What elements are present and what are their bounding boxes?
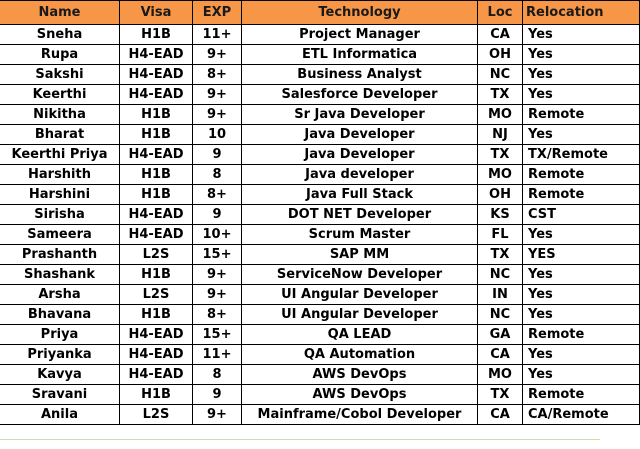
name-cell: Sakshi (0, 65, 120, 85)
name-cell: Shashank (0, 265, 120, 285)
exp-cell: 8 (193, 365, 242, 385)
loc-cell: OH (478, 185, 523, 205)
table-row (0, 145, 640, 165)
loc-cell: GA (478, 325, 523, 345)
technology-cell: AWS DevOps (242, 385, 478, 405)
table-row (0, 105, 640, 125)
technology-cell: Business Analyst (242, 65, 478, 85)
relocation-cell: CA/Remote (523, 405, 640, 425)
relocation-cell: Yes (523, 265, 640, 285)
visa-cell: H4-EAD (120, 85, 193, 105)
relocation-cell: YES (523, 245, 640, 265)
table-row (0, 285, 640, 305)
loc-cell: TX (478, 145, 523, 165)
col-header-exp: EXP (193, 1, 242, 25)
exp-cell: 11+ (193, 345, 242, 365)
table-row (0, 25, 640, 45)
table-row (0, 305, 640, 325)
visa-cell: L2S (120, 285, 193, 305)
table-row (0, 185, 640, 205)
visa-cell: H4-EAD (120, 65, 193, 85)
name-cell: Prashanth (0, 245, 120, 265)
technology-cell: Project Manager (242, 25, 478, 45)
table-row (0, 405, 640, 425)
loc-cell: CA (478, 405, 523, 425)
name-cell: Arsha (0, 285, 120, 305)
name-cell: Harshith (0, 165, 120, 185)
technology-cell: ETL Informatica (242, 45, 478, 65)
name-cell: Rupa (0, 45, 120, 65)
visa-cell: H4-EAD (120, 325, 193, 345)
technology-cell: Java developer (242, 165, 478, 185)
exp-cell: 9+ (193, 285, 242, 305)
loc-cell: CA (478, 345, 523, 365)
exp-cell: 8+ (193, 65, 242, 85)
visa-cell: H4-EAD (120, 225, 193, 245)
name-cell: Priyanka (0, 345, 120, 365)
technology-cell: Java Developer (242, 125, 478, 145)
technology-cell: DOT NET Developer (242, 205, 478, 225)
exp-cell: 15+ (193, 325, 242, 345)
visa-cell: H1B (120, 185, 193, 205)
technology-cell: Mainframe/Cobol Developer (242, 405, 478, 425)
exp-cell: 9+ (193, 405, 242, 425)
exp-cell: 9+ (193, 105, 242, 125)
loc-cell: MO (478, 105, 523, 125)
header-row (0, 1, 640, 25)
name-cell: Priya (0, 325, 120, 345)
loc-cell: FL (478, 225, 523, 245)
table-row (0, 325, 640, 345)
loc-cell: TX (478, 245, 523, 265)
technology-cell: Salesforce Developer (242, 85, 478, 105)
table-row (0, 265, 640, 285)
relocation-cell: Remote (523, 165, 640, 185)
relocation-cell: CST (523, 205, 640, 225)
loc-cell: MO (478, 365, 523, 385)
name-cell: Sneha (0, 25, 120, 45)
relocation-cell: Yes (523, 365, 640, 385)
technology-cell: QA Automation (242, 345, 478, 365)
relocation-cell: Remote (523, 105, 640, 125)
table-row (0, 245, 640, 265)
name-cell: Anila (0, 405, 120, 425)
loc-cell: NC (478, 265, 523, 285)
visa-cell: H4-EAD (120, 145, 193, 165)
technology-cell: Java Full Stack (242, 185, 478, 205)
table-row (0, 365, 640, 385)
name-cell: Kavya (0, 365, 120, 385)
name-cell: Keerthi Priya (0, 145, 120, 165)
loc-cell: NC (478, 305, 523, 325)
exp-cell: 8+ (193, 185, 242, 205)
col-header-loc: Loc (478, 1, 523, 25)
loc-cell: NJ (478, 125, 523, 145)
table-row (0, 205, 640, 225)
name-cell: Nikitha (0, 105, 120, 125)
table-row (0, 65, 640, 85)
name-cell: Sameera (0, 225, 120, 245)
bottom-divider (0, 439, 600, 440)
visa-cell: H1B (120, 25, 193, 45)
loc-cell: TX (478, 85, 523, 105)
relocation-cell: Yes (523, 345, 640, 365)
relocation-cell: Yes (523, 305, 640, 325)
technology-cell: ServiceNow Developer (242, 265, 478, 285)
name-cell: Bhavana (0, 305, 120, 325)
visa-cell: H4-EAD (120, 365, 193, 385)
relocation-cell: Remote (523, 185, 640, 205)
name-cell: Harshini (0, 185, 120, 205)
loc-cell: TX (478, 385, 523, 405)
technology-cell: Sr Java Developer (242, 105, 478, 125)
exp-cell: 10+ (193, 225, 242, 245)
exp-cell: 9+ (193, 265, 242, 285)
visa-cell: H1B (120, 125, 193, 145)
visa-cell: H1B (120, 385, 193, 405)
table-row (0, 385, 640, 405)
loc-cell: KS (478, 205, 523, 225)
technology-cell: Java Developer (242, 145, 478, 165)
exp-cell: 10 (193, 125, 242, 145)
table-row (0, 85, 640, 105)
technology-cell: UI Angular Developer (242, 285, 478, 305)
name-cell: Bharat (0, 125, 120, 145)
exp-cell: 9 (193, 145, 242, 165)
col-header-name: Name (0, 1, 120, 25)
loc-cell: IN (478, 285, 523, 305)
exp-cell: 8 (193, 165, 242, 185)
technology-cell: SAP MM (242, 245, 478, 265)
technology-cell: AWS DevOps (242, 365, 478, 385)
visa-cell: H4-EAD (120, 45, 193, 65)
relocation-cell: Yes (523, 65, 640, 85)
exp-cell: 9 (193, 385, 242, 405)
relocation-cell: Yes (523, 45, 640, 65)
visa-cell: L2S (120, 405, 193, 425)
table-row (0, 165, 640, 185)
col-header-technology: Technology (242, 1, 478, 25)
exp-cell: 11+ (193, 25, 242, 45)
loc-cell: NC (478, 65, 523, 85)
exp-cell: 8+ (193, 305, 242, 325)
visa-cell: L2S (120, 245, 193, 265)
table-row (0, 45, 640, 65)
relocation-cell: Yes (523, 85, 640, 105)
technology-cell: Scrum Master (242, 225, 478, 245)
relocation-cell: Yes (523, 125, 640, 145)
exp-cell: 15+ (193, 245, 242, 265)
name-cell: Sirisha (0, 205, 120, 225)
visa-cell: H1B (120, 105, 193, 125)
table-body (0, 25, 640, 425)
relocation-cell: Yes (523, 285, 640, 305)
exp-cell: 9 (193, 205, 242, 225)
col-header-visa: Visa (120, 1, 193, 25)
loc-cell: OH (478, 45, 523, 65)
table-row (0, 345, 640, 365)
exp-cell: 9+ (193, 45, 242, 65)
table-row (0, 225, 640, 245)
visa-cell: H1B (120, 265, 193, 285)
col-header-relocation: Relocation (523, 1, 640, 25)
table-row (0, 125, 640, 145)
name-cell: Keerthi (0, 85, 120, 105)
visa-cell: H4-EAD (120, 345, 193, 365)
visa-cell: H1B (120, 165, 193, 185)
relocation-cell: Yes (523, 225, 640, 245)
exp-cell: 9+ (193, 85, 242, 105)
relocation-cell: TX/Remote (523, 145, 640, 165)
visa-cell: H1B (120, 305, 193, 325)
relocation-cell: Yes (523, 25, 640, 45)
loc-cell: MO (478, 165, 523, 185)
loc-cell: CA (478, 25, 523, 45)
visa-cell: H4-EAD (120, 205, 193, 225)
name-cell: Sravani (0, 385, 120, 405)
relocation-cell: Remote (523, 325, 640, 345)
technology-cell: UI Angular Developer (242, 305, 478, 325)
relocation-cell: Remote (523, 385, 640, 405)
technology-cell: QA LEAD (242, 325, 478, 345)
